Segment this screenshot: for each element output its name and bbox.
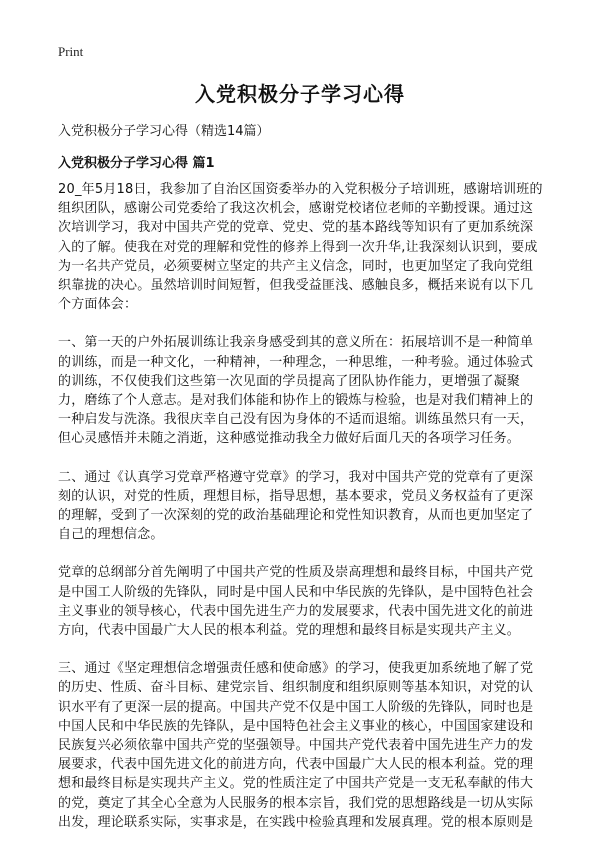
article-body [58, 180, 546, 851]
paragraph: 党章的总纲部分首先阐明了中国共产党的性质及崇高理想和最终目标，中国共产党是中国工人阶级的先锋队，同时是中国人民和中华民族的先锋队，是中国特色社会主义事业的领导核心，代表中国先进生产力的发展要求，代表中国先进文化的前进方向，代表中国最广大人民的根本利益。党的理想和最终目标是实现共产主义。 [58, 565, 534, 639]
paragraph: 三、通过《坚定理想信念增强责任感和使命感》的学习，使我更加系统地了解了党的历史、性质、奋斗目标、建党宗旨、组织制度和组织原则等基本知识，对党的认识水平有了更深一层的提高。中国共产党不仅是中国工人阶级的先锋队，同时也是中国人民和中华民族的先锋队，是中国特色社会主义事业的核心，中国国家建设和民族复兴必须依靠中国共产党的坚强领导。中国共产党代表着中国先进生产力的发展要求，代表中国先进文化的前进方向，代表中国最广大人民的根本利益。党的理想和最终目标是实现共产主义。党的性质注定了中国共产党是一支无私奉献的伟大的党，奠定了其全心全意为人民服务的根本宗旨，我们党的思想路线是一切从实际出发，理论联系实际，实事求是，在实践中检验真理和发展真理。党的根本原则是 [58, 661, 534, 830]
paragraph: 一、第一天的户外拓展训练让我亲身感受到其的意义所在：拓展培训不是一种简单的训练，而是一种文化，一种精神，一种理念，一种思维，一种考验。通过体验式的训练，不仅使我们这些第一次见面的学员提高了团队协作能力，更增强了凝聚力，磨练了个人意志。是对我们体能和协作上的锻炼与检验，也是对我们精神上的一种启发与洗涤。我很庆幸自己没有因为身体的不适而退缩。训练虽然只有一天，但心灵感悟并未随之消逝，这种感觉推动我全力做好后面几天的各项学习任务。 [58, 335, 534, 447]
print-link[interactable]: Print [58, 44, 84, 59]
paragraph: 20_年5月18日，我参加了自治区国资委举办的入党积极分子培训班，感谢培训班的组织团队，感谢公司党委给了我这次机会，感谢党校诸位老师的辛勤授课。通过这次培训学习，我对中国共产党的党章、党史、党的基本路线等知识有了更加系统深入的了解。使我在对党的理解和党性的修养上得到一次升华,让我深刻认识到，要成为一名共产党员，必须要树立坚定的共产主义信念，同时，也更加坚定了我向党组织靠拢的决心。虽然培训时间短暂，但我受益匪浅、感触良多，概括来说有以下几个方面体会： [58, 182, 543, 313]
document-subtitle: 入党积极分子学习心得（精选14篇） [58, 124, 270, 139]
document-title: 入党积极分子学习心得 [195, 82, 405, 106]
section-heading: 入党积极分子学习心得 篇1 [58, 156, 215, 171]
paragraph: 二、通过《认真学习党章严格遵守党章》的学习，我对中国共产党的党章有了更深刻的认识，对党的性质，理想目标，指导思想，基本要求，党员义务权益有了更深的理解，受到了一次深刻的党的政治基础理论和党性知识教育，从而也更加坚定了自己的理想信念。 [58, 469, 534, 543]
